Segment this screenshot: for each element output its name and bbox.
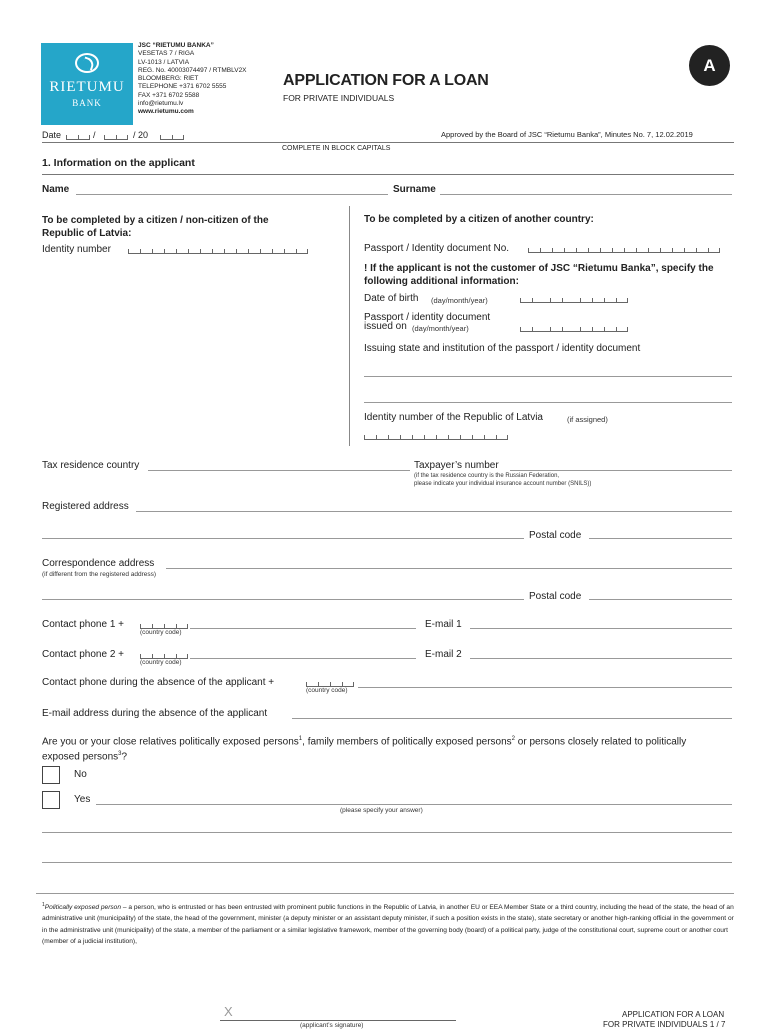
yes-specify-field-3[interactable] [42,862,732,863]
yes-specify-field-2[interactable] [42,832,732,833]
email-1-label: E-mail 1 [425,619,462,630]
absence-email-field[interactable] [292,718,732,719]
yes-checkbox[interactable] [42,791,60,809]
pep-question [42,733,734,764]
block-capitals-note: COMPLETE IN BLOCK CAPITALS [282,145,391,152]
yes-label: Yes [74,794,91,805]
yes-specify-field[interactable] [96,804,732,805]
issuing-state-field-1[interactable] [364,376,732,377]
latvia-id-field[interactable] [364,434,508,440]
footer-title: APPLICATION FOR A LOAN [622,1010,725,1019]
name-label: Name [42,184,70,195]
date-month-field[interactable] [104,134,128,140]
registered-address-label: Registered address [42,501,129,512]
country-code-note: (country code) [140,629,182,636]
tax-country-field[interactable] [148,470,410,471]
bank-logo [41,43,133,125]
company-website: www.rietumu.com [138,108,194,116]
contact-phone-1-field[interactable] [190,628,416,629]
address-line: LV-1013 / LATVIA [138,58,190,66]
taxpayer-number-field[interactable] [510,470,732,471]
date-slash: / [93,130,96,140]
taxpayer-note-1: (if the tax residence country is the Russian Federation, [414,473,560,479]
correspondence-postal-code-field[interactable] [589,599,732,600]
section-divider [42,174,734,175]
if-different-note: (if different from the registered address) [42,571,157,578]
identity-number-field[interactable] [128,248,308,254]
address-line: info@rietumu.lv [138,100,184,108]
form-title: APPLICATION FOR A LOAN [283,72,489,89]
footnote-text: – a person, who is entrusted or has been entrusted with prominent public functions in the Republic of Latvia, in another EU or EEA Member State or a third country, including the head of the state, the head of an administrative unit (municipality) of the state, the head of the government, minister (a deputy minister or an assistant deputy minister, if such a position exists in the state), state secretary or another high-ranking official in the government or in the administrative unit (municipality) of the state, a member of the parliament or a similar legislative framework, member of the governing body (board) of a political party, judge of the constitutional court, supreme court or another court (member of a judicial institution), [42,904,734,946]
passport-number-label: Passport / Identity document No. [364,243,510,254]
country-code-note: (country code) [306,687,348,694]
registered-address-field-2[interactable] [42,538,524,539]
footnote [42,900,734,947]
issued-format: (day/month/year) [412,324,469,333]
country-code-note: (country code) [140,659,182,666]
date-day-field[interactable] [66,134,90,140]
email-2-label: E-mail 2 [425,649,462,660]
dob-field[interactable] [520,297,628,303]
address-line: VESETAS 7 / RIGA [138,50,195,58]
date-year-field[interactable] [160,134,184,140]
registered-address-field[interactable] [136,511,732,512]
footnote-number: 1 [42,902,45,908]
contact-phone-2-label: Contact phone 2 + [42,649,125,660]
pep-question-part: or persons closely related to politically [515,736,687,748]
signature-field[interactable] [220,1020,456,1021]
no-label: No [74,769,87,780]
registered-postal-code-field[interactable] [589,538,732,539]
registered-postal-code-label: Postal code [529,530,582,541]
date-year-label: / 20 [133,130,149,140]
pep-question-part: exposed persons [42,751,119,763]
absence-phone-label: Contact phone during the absence of the applicant + [42,677,275,688]
latvian-citizen-heading: To be completed by a citizen / non-citizen of the Republic of Latvia: [42,215,269,239]
issuing-state-label: Issuing state and institution of the passport / identity document [364,343,641,354]
date-label: Date [42,130,62,140]
date-of-birth-label: Date of birth [364,293,419,304]
dob-format: (day/month/year) [431,296,488,305]
surname-field[interactable] [440,194,732,195]
company-address [138,42,247,117]
logo-bank: BANK [72,98,102,108]
name-field[interactable] [76,194,388,195]
footnote-ref: 2 [511,736,516,742]
header-divider [42,142,734,143]
correspondence-address-field[interactable] [166,568,732,569]
section-heading: 1. Information on the applicant [42,157,195,169]
company-name: JSC “RIETUMU BANKA” [138,42,214,49]
contact-phone-2-field[interactable] [190,658,416,659]
footnote-ref: 3 [118,751,122,758]
approval-note: Approved by the Board of JSC “Rietumu Banka”, Minutes No. 7, 12.02.2019 [441,130,693,139]
address-line: FAX +371 6702 5588 [138,91,200,99]
form-subtitle: FOR PRIVATE INDIVIDUALS [283,93,395,103]
taxpayer-number-label: Taxpayer’s number [414,460,499,471]
contact-phone-1-label: Contact phone 1 + [42,619,125,630]
not-customer-note: ! If the applicant is not the customer of JSC “Rietumu Banka”, specify the following additional information: [364,263,714,287]
email-1-field[interactable] [470,628,732,629]
no-checkbox[interactable] [42,766,60,784]
absence-email-label: E-mail address during the absence of the applicant [42,708,268,719]
surname-label: Surname [393,184,436,195]
pep-question-part: ? [121,751,128,763]
footnote-term: Politically exposed person [44,904,122,912]
correspondence-postal-code-label: Postal code [529,591,582,602]
address-line: TELEPHONE +371 6702 5555 [138,83,227,91]
email-2-field[interactable] [470,658,732,659]
footer-page: FOR PRIVATE INDIVIDUALS 1 / 7 [603,1020,726,1029]
taxpayer-note-2: please indicate your individual insurance account number (SNILS)) [414,481,592,487]
logo-name: RIETUMU [49,79,125,95]
specify-answer-note: (please specify your answer) [340,807,423,814]
signature-x: X [224,1004,233,1019]
signature-label: (applicant’s signature) [300,1022,364,1029]
passport-issued-label-2: issued on [364,321,407,332]
logo-mark-icon [75,53,99,73]
tax-country-label: Tax residence country [42,460,140,471]
latvia-id-label: Identity number of the Republic of Latvia [364,412,543,423]
issuing-state-field-2[interactable] [364,402,732,403]
address-line: BLOOMBERG: RIET [138,75,199,83]
passport-issued-label-1: Passport / identity document [364,312,491,323]
identity-number-label: Identity number [42,244,111,255]
correspondence-address-field-2[interactable] [42,599,524,600]
if-assigned-note: (if assigned) [567,415,608,424]
passport-issued-field[interactable] [520,326,628,332]
address-line: REG. No. 40003074497 / RTMBLV2X [138,66,247,74]
footnote-divider [36,893,734,894]
column-divider [349,206,350,446]
absence-phone-field[interactable] [358,687,732,688]
correspondence-address-label: Correspondence address [42,558,155,569]
footnote-ref: 1 [298,736,303,742]
pep-question-part: , family members of politically exposed persons [302,736,512,748]
foreign-citizen-heading: To be completed by a citizen of another country: [364,214,594,225]
form-badge: A [689,45,730,86]
pep-question-part: Are you or your close relatives politically exposed persons [42,736,299,748]
passport-number-field[interactable] [528,247,720,253]
